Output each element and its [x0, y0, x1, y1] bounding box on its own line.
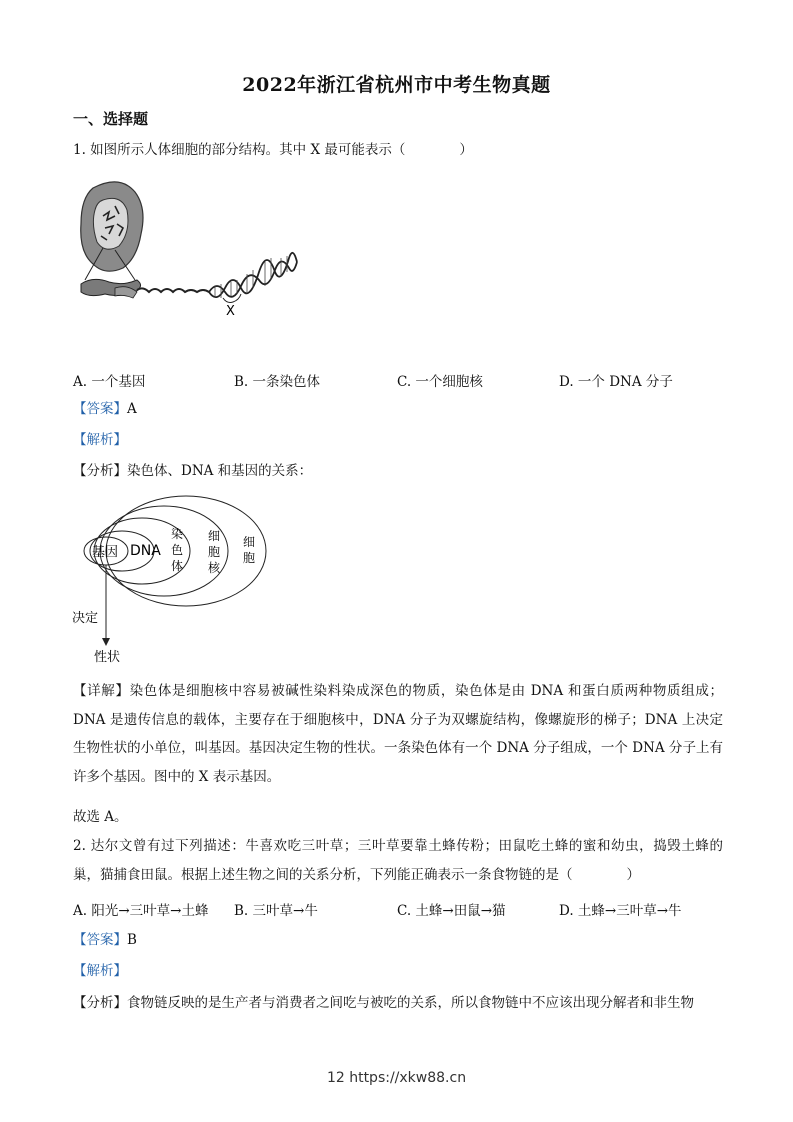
gene-label: 基因 — [92, 545, 119, 560]
decide-label: 决定 — [72, 611, 99, 626]
answer-value: B — [127, 932, 137, 948]
page-title: 2022年浙江省杭州市中考生物真题 — [242, 74, 551, 96]
cell-label-2: 胞 — [243, 551, 256, 565]
q2-analysis-tag: 【解析】 — [73, 963, 127, 979]
section-heading: 一、选择题 — [73, 110, 149, 128]
figure-x-label: X — [226, 304, 235, 319]
fenxi-tag: 【分析】 — [73, 463, 127, 479]
chromosome-label-3: 体 — [171, 559, 184, 573]
page-footer: 12 https://xkw88.cn — [326, 1070, 467, 1086]
decide-arrow-head — [102, 638, 110, 646]
fenxi-text: 食物链反映的是生产者与消费者之间吃与被吃的关系，所以食物链中不应该出现分解者和非生物 — [127, 995, 694, 1011]
q1-stem: 1. 如图所示人体细胞的部分结构。其中 X 最可能表示（ ） — [73, 142, 473, 158]
q2-option-a: A. 阳光→三叶草→土蜂 — [73, 903, 209, 919]
nucleus-label-3: 核 — [208, 561, 221, 575]
q2-option-d: D. 土蜂→三叶草→牛 — [559, 903, 682, 919]
chromosome-label-1: 染 — [171, 527, 184, 541]
q1-answer — [73, 399, 137, 419]
cell-label-1: 细 — [243, 535, 256, 549]
q1-option-c: C. 一个细胞核 — [397, 374, 483, 390]
fenxi-text: 染色体、DNA 和基因的关系： — [127, 463, 313, 479]
chromosome-label-2: 色 — [171, 543, 184, 557]
q2-fenxi — [73, 993, 694, 1013]
gene-dna-relation-diagram — [70, 494, 280, 669]
q1-option-b: B. 一条染色体 — [234, 374, 321, 390]
q2-stem: 2. 达尔文曾有过下列描述：牛喜欢吃三叶草；三叶草要靠土蜂传粉；田鼠吃土蜂的蜜和幼虫，捣毁土蜂的巢，猫捕食田鼠。根据上述生物之间的关系分析，下列能正确表示一条食物链的是（ ） — [73, 838, 723, 883]
q2-option-b: B. 三叶草→牛 — [234, 903, 318, 919]
fenxi-tag: 【分析】 — [73, 995, 127, 1011]
answer-tag: 【答案】 — [73, 932, 127, 948]
q1-fenxi — [73, 461, 312, 481]
q1-detail — [73, 677, 723, 791]
q2-option-c: C. 土蜂→田鼠→猫 — [397, 903, 506, 919]
dna-label: DNA — [130, 543, 161, 559]
nucleus-label-2: 胞 — [208, 545, 221, 559]
answer-value: A — [127, 401, 137, 417]
trait-label: 性状 — [94, 650, 121, 665]
q1-analysis-tag: 【解析】 — [73, 432, 127, 448]
q2-options — [73, 899, 723, 919]
detail-tag: 【详解】 — [73, 683, 130, 699]
nucleus-label-1: 细 — [208, 529, 221, 543]
cell-chromosome-figure — [75, 176, 305, 322]
q2-answer — [73, 930, 137, 950]
q1-conclusion: 故选 A。 — [73, 809, 128, 825]
detail-text: 染色体是细胞核中容易被碱性染料染成深色的物质，染色体是由 DNA 和蛋白质两种物质组成；DNA 是遗传信息的载体，主要存在于细胞核中，DNA 分子为双螺旋结构，像螺旋形的梯子；DNA 上决定生物性状的小单位，叫基因。基因决定生物的性状。一条染色体有一个 DNA 分子组成，一个 DNA 分子上有许多个基因。图中的 X 表示基因。 — [73, 683, 723, 785]
q1-option-a: A. 一个基因 — [73, 374, 146, 390]
q1-options — [73, 370, 723, 390]
q1-option-d: D. 一个 DNA 分子 — [559, 374, 673, 390]
answer-tag: 【答案】 — [73, 401, 127, 417]
